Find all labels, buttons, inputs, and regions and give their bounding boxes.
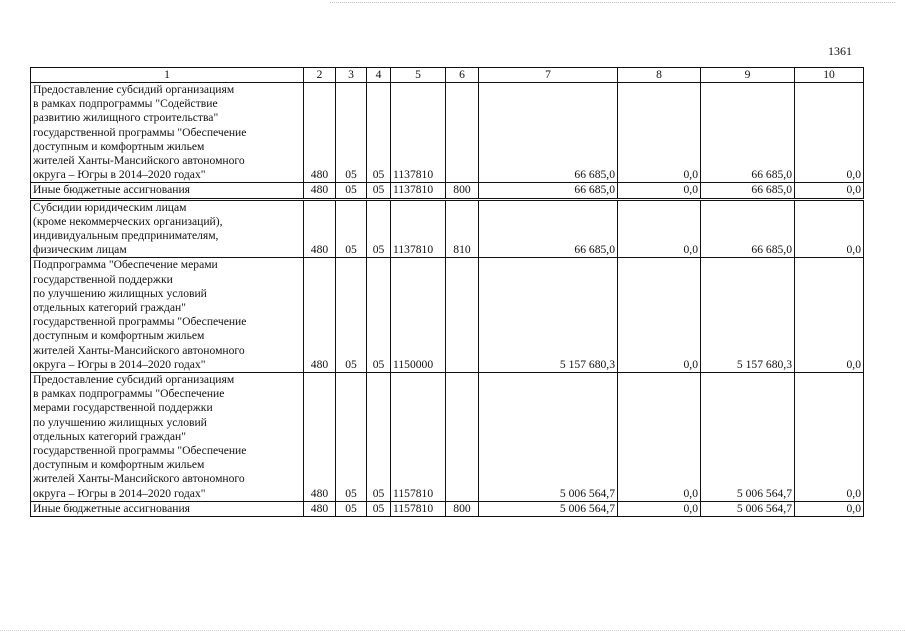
cell-section: 05 [336, 183, 367, 199]
row-name: Предоставление субсидий организациям в рамках подпрограммы "Обеспечение мерами государственной поддержки по улучшению жилищных условий отдельных категорий граждан" государственной программы "Обеспечение доступным и комфортным жильем жителей Ханты-Мансийского автономного округа – Югры в 2014–2020 годах" [31, 373, 304, 502]
cell-amount: 5 157 680,3 [701, 258, 795, 373]
column-header: 6 [446, 68, 479, 83]
cell-code: 480 [304, 199, 336, 258]
cell-type [446, 83, 479, 183]
cell-amount: 66 685,0 [701, 83, 795, 183]
cell-section: 05 [336, 258, 367, 373]
cell-amount: 66 685,0 [701, 183, 795, 199]
page-number: 1361 [828, 44, 852, 58]
row-name: Предоставление субсидий организациям в рамках подпрограммы "Содействие развитию жилищного строительства" государственной программы "Обеспечение доступным и комфортным жильем жителей Ханты-Мансийского автономного округа – Югры в 2014–2020 годах" [31, 83, 304, 183]
cell-amount: 5 006 564,7 [479, 501, 618, 516]
cell-amount: 0,0 [618, 258, 701, 373]
cell-type: 810 [446, 199, 479, 258]
cell-amount: 0,0 [795, 183, 864, 199]
cell-target: 1157810 [391, 373, 446, 502]
table-row [31, 501, 864, 516]
cell-subsection: 05 [367, 373, 391, 502]
cell-target: 1150000 [391, 258, 446, 373]
cell-code: 480 [304, 373, 336, 502]
cell-amount: 0,0 [618, 199, 701, 258]
cell-subsection: 05 [367, 258, 391, 373]
cell-amount: 0,0 [618, 501, 701, 516]
cell-section: 05 [336, 199, 367, 258]
cell-amount: 5 006 564,7 [479, 373, 618, 502]
cell-amount: 0,0 [795, 199, 864, 258]
cell-amount: 0,0 [795, 501, 864, 516]
budget-table [30, 67, 864, 517]
column-header: 10 [795, 68, 864, 83]
cell-type [446, 258, 479, 373]
column-header: 7 [479, 68, 618, 83]
cell-amount: 0,0 [618, 183, 701, 199]
row-name: Иные бюджетные ассигнования [31, 183, 304, 199]
cell-amount: 66 685,0 [479, 183, 618, 199]
cell-amount: 0,0 [795, 373, 864, 502]
table-row [31, 199, 864, 258]
table-row [31, 83, 864, 183]
cell-amount: 66 685,0 [479, 199, 618, 258]
cell-amount: 5 006 564,7 [701, 373, 795, 502]
column-header: 5 [391, 68, 446, 83]
row-name: Подпрограмма "Обеспечение мерами государственной поддержки по улучшению жилищных условий отдельных категорий граждан" государственной программы "Обеспечение доступным и комфортным жильем жителей Ханты-Мансийского автономного округа – Югры в 2014–2020 годах" [31, 258, 304, 373]
cell-section: 05 [336, 83, 367, 183]
header-row [31, 68, 864, 83]
cell-amount: 0,0 [795, 83, 864, 183]
cell-amount: 66 685,0 [479, 83, 618, 183]
cell-subsection: 05 [367, 199, 391, 258]
column-header: 8 [618, 68, 701, 83]
cell-amount: 0,0 [618, 373, 701, 502]
scan-artifact-bottom [0, 630, 905, 631]
scan-artifact-top [330, 2, 895, 3]
column-header: 4 [367, 68, 391, 83]
cell-code: 480 [304, 501, 336, 516]
cell-target: 1157810 [391, 501, 446, 516]
column-header: 2 [304, 68, 336, 83]
cell-code: 480 [304, 258, 336, 373]
cell-subsection: 05 [367, 183, 391, 199]
cell-code: 480 [304, 83, 336, 183]
cell-subsection: 05 [367, 501, 391, 516]
table-row [31, 373, 864, 502]
cell-amount: 5 157 680,3 [479, 258, 618, 373]
cell-code: 480 [304, 183, 336, 199]
row-name: Субсидии юридическим лицам (кроме некоммерческих организаций), индивидуальным предпринимателям, физическим лицам [31, 199, 304, 258]
cell-subsection: 05 [367, 83, 391, 183]
cell-type: 800 [446, 501, 479, 516]
column-header: 3 [336, 68, 367, 83]
cell-target: 1137810 [391, 199, 446, 258]
column-header: 9 [701, 68, 795, 83]
cell-section: 05 [336, 373, 367, 502]
row-name: Иные бюджетные ассигнования [31, 501, 304, 516]
cell-target: 1137810 [391, 83, 446, 183]
column-header: 1 [31, 68, 304, 83]
table-row [31, 258, 864, 373]
cell-type: 800 [446, 183, 479, 199]
cell-section: 05 [336, 501, 367, 516]
cell-amount: 66 685,0 [701, 199, 795, 258]
cell-type [446, 373, 479, 502]
cell-amount: 0,0 [795, 258, 864, 373]
table-row [31, 183, 864, 199]
cell-amount: 5 006 564,7 [701, 501, 795, 516]
cell-target: 1137810 [391, 183, 446, 199]
cell-amount: 0,0 [618, 83, 701, 183]
